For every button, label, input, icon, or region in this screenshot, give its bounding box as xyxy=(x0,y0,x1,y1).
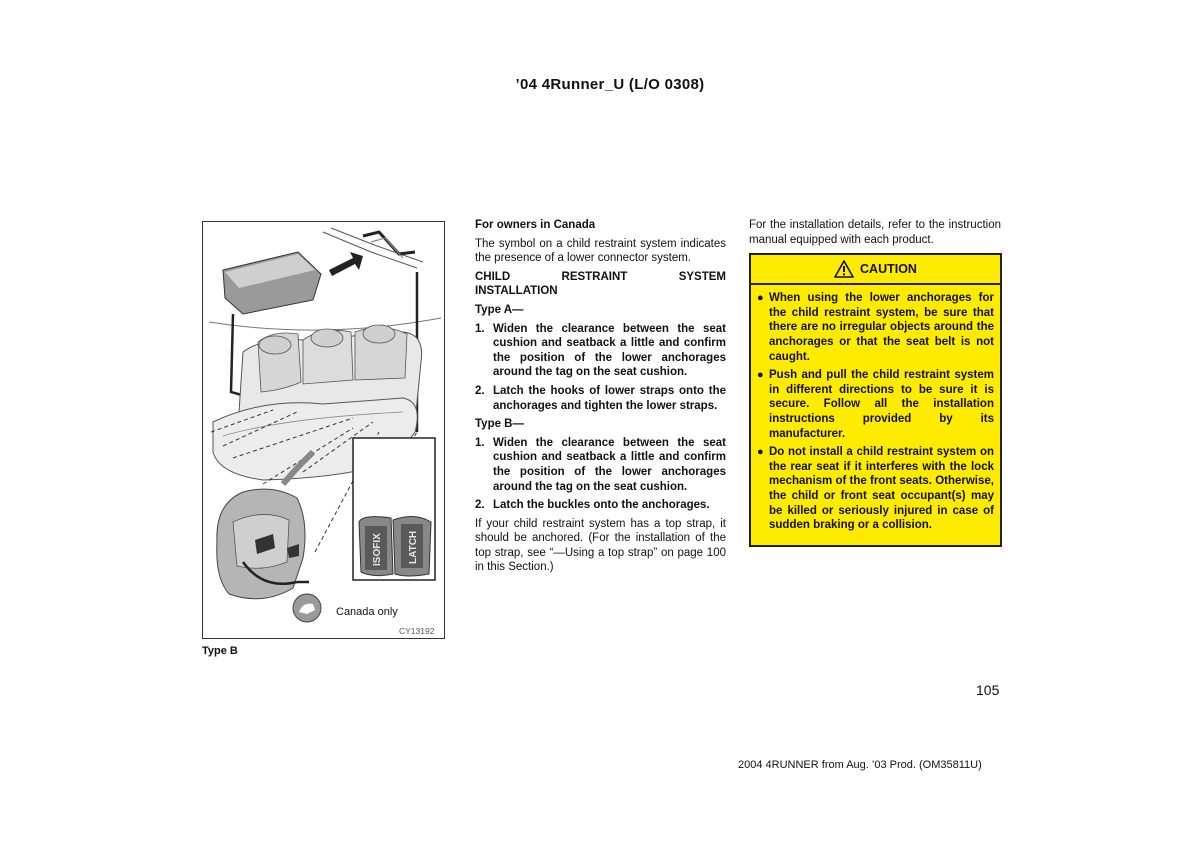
section-title-line-1 xyxy=(475,270,726,285)
section-title-word: CHILD xyxy=(475,270,511,283)
seat-anchorage-illustration xyxy=(202,221,445,639)
type-a-step-1: 1. Widen the clearance between the seat cushion and seatback a little and confirm the position of the lower anchorages around the tag on the seat cushion. xyxy=(475,322,726,379)
caution-body xyxy=(751,285,1000,545)
type-b-step-1: 1. Widen the clearance between the seat cushion and seatback a little and confirm the position of the lower anchorages around the tag on the seat cushion. xyxy=(475,436,726,493)
section-title-word: SYSTEM xyxy=(678,270,726,283)
section-title-line-2: INSTALLATION xyxy=(475,285,558,298)
type-b-step-2: 2. Latch the buckles onto the anchorages. xyxy=(475,499,710,512)
canada-heading: For owners in Canada xyxy=(475,219,596,231)
caution-title: CAUTION xyxy=(860,261,917,276)
warning-triangle-icon xyxy=(834,260,854,278)
bullet-icon: ● xyxy=(757,446,764,459)
installation-details-note: For the installation details, refer to the instruction manual equipped with each product. xyxy=(749,219,1001,246)
page-number: 105 xyxy=(976,682,1000,698)
type-a-label: Type A— xyxy=(475,303,524,316)
tag-latch-label: LATCH xyxy=(408,530,419,564)
figure-caption: Type B xyxy=(202,645,238,657)
section-title-word: RESTRAINT xyxy=(561,270,628,283)
canada-only-callout: Canada only xyxy=(336,606,398,618)
type-b-label: Type B— xyxy=(475,418,524,431)
illustration-drawing xyxy=(203,222,445,639)
section-title-line-1-text xyxy=(475,270,726,285)
page-footer: 2004 4RUNNER from Aug. ’03 Prod. (OM35811U) xyxy=(738,759,982,771)
caution-item: ● When using the lower anchorages for the child restraint system, be sure that there are no irregular objects around the anchorages or that the seat belt is not caught. xyxy=(757,292,994,363)
tag-isofix-label: ISOFIX xyxy=(372,533,383,566)
caution-box xyxy=(749,253,1002,547)
caution-header xyxy=(751,255,1000,285)
running-header: ’04 4Runner_U (L/O 0308) xyxy=(515,76,705,93)
right-column xyxy=(749,218,1001,547)
type-a-step-2: 2. Latch the hooks of lower straps onto the anchorages and tighten the lower straps. xyxy=(475,384,726,412)
top-strap-note: If your child restraint system has a top strap, it should be anchored. (For the installation of the top strap, see “—Using a top strap” on page 100 in this Section.) xyxy=(475,517,726,574)
caution-item: ● Push and pull the child restraint system in different directions to be sure it is secure. Follow all the installation instructions provided by its manufacturer. xyxy=(757,369,994,440)
bullet-icon: ● xyxy=(757,292,764,305)
bullet-icon: ● xyxy=(757,369,764,382)
canada-intro: The symbol on a child restraint system indicates the presence of a lower connector system. xyxy=(475,237,726,265)
caution-item: ● Do not install a child restraint system on the rear seat if it interferes with the lock mechanism of the front seats. Otherwise, the child or front seat occupant(s) may be killed or seriously injured in case of sudden braking or a collision. xyxy=(757,446,994,532)
figure-code: CY13192 xyxy=(399,626,435,636)
middle-column xyxy=(475,218,726,579)
